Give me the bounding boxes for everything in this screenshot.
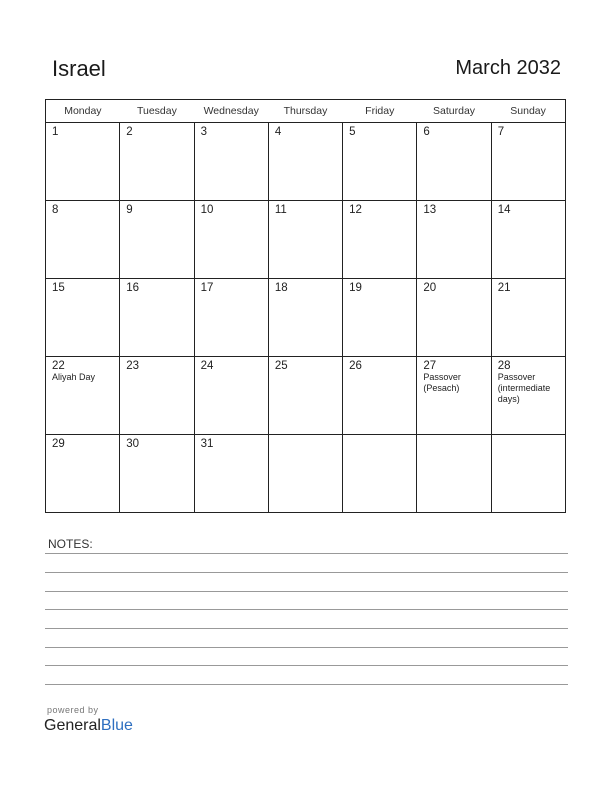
week-row [46,357,566,435]
day-number: 19 [349,282,362,294]
day-cell [268,201,342,279]
day-number: 25 [274,360,288,372]
month-year-title: March 2032 [455,57,561,79]
note-line [45,684,568,685]
day-cell [120,123,194,201]
day-number: 20 [423,282,437,294]
day-cell [194,279,268,357]
day-number: 30 [126,438,140,450]
day-cell [268,357,342,435]
day-number: 15 [52,282,65,294]
day-cell [120,357,194,435]
calendar-grid [45,99,566,513]
day-number: 3 [200,126,207,138]
day-cell [491,357,565,435]
note-line [45,647,568,648]
day-number: 6 [423,126,430,138]
day-number: 5 [349,126,356,138]
day-number: 2 [126,126,133,138]
day-cell [343,201,417,279]
day-number: 8 [52,204,59,216]
day-number: 16 [126,282,140,294]
day-cell [46,123,120,201]
day-cell [491,201,565,279]
brand-part-blue: Blue [100,717,133,734]
note-line [45,591,568,592]
day-cell [491,435,565,513]
day-cell [194,357,268,435]
note-line [45,665,568,666]
day-number: 13 [423,204,437,216]
week-row [46,123,566,201]
weekday-friday: Friday [343,100,417,123]
note-line [45,553,568,554]
day-cell [46,201,120,279]
day-cell [491,279,565,357]
holiday-label: Passover (intermediate days) [497,372,551,404]
day-number: 11 [274,204,287,216]
day-cell [120,435,194,513]
weekday-header-row [46,100,566,123]
day-cell [46,279,120,357]
calendar-body [46,123,566,513]
weekday-wednesday: Wednesday [194,100,268,123]
weekday-sunday: Sunday [491,100,565,123]
day-number: 12 [349,204,362,216]
day-cell [417,357,491,435]
day-number: 7 [497,126,505,138]
day-number: 9 [126,204,133,216]
day-cell [343,279,417,357]
day-cell [120,279,194,357]
day-number: 28 [497,360,511,372]
day-number: 27 [423,360,437,372]
day-cell [194,123,268,201]
day-number: 29 [52,438,65,450]
day-cell [417,435,491,513]
day-cell [343,123,417,201]
week-row [46,435,566,513]
powered-by-text: powered by [47,705,99,715]
day-number: 31 [200,438,214,450]
day-cell [417,279,491,357]
generalblue-logo [44,717,133,735]
day-number: 17 [200,282,214,294]
day-cell [268,123,342,201]
notes-label: NOTES: [48,537,93,551]
holiday-label: Passover (Pesach) [423,372,461,393]
day-cell [268,435,342,513]
day-number: 10 [200,204,214,216]
day-number: 24 [200,360,214,372]
day-cell [268,279,342,357]
week-row [46,279,566,357]
day-cell [343,435,417,513]
day-cell [194,435,268,513]
country-title: Israel [52,56,106,81]
day-number: 14 [497,204,511,216]
day-number: 1 [52,126,59,138]
day-cell [343,357,417,435]
day-number: 4 [274,126,282,138]
day-cell [491,123,565,201]
day-number: 21 [497,282,511,294]
day-cell [120,201,194,279]
day-cell [417,201,491,279]
note-line [45,609,568,610]
holiday-label: Aliyah Day [52,372,96,382]
weekday-monday: Monday [46,100,120,123]
day-number: 23 [126,360,140,372]
note-line [45,628,568,629]
weekday-tuesday: Tuesday [120,100,194,123]
day-cell [417,123,491,201]
weekday-saturday: Saturday [417,100,491,123]
note-line [45,572,568,573]
week-row [46,201,566,279]
day-cell [46,435,120,513]
day-cell [46,357,120,435]
day-cell [194,201,268,279]
day-number: 22 [52,360,65,372]
weekday-thursday: Thursday [268,100,342,123]
brand-part-general: General [44,717,101,734]
day-number: 26 [349,360,362,372]
day-number: 18 [274,282,288,294]
